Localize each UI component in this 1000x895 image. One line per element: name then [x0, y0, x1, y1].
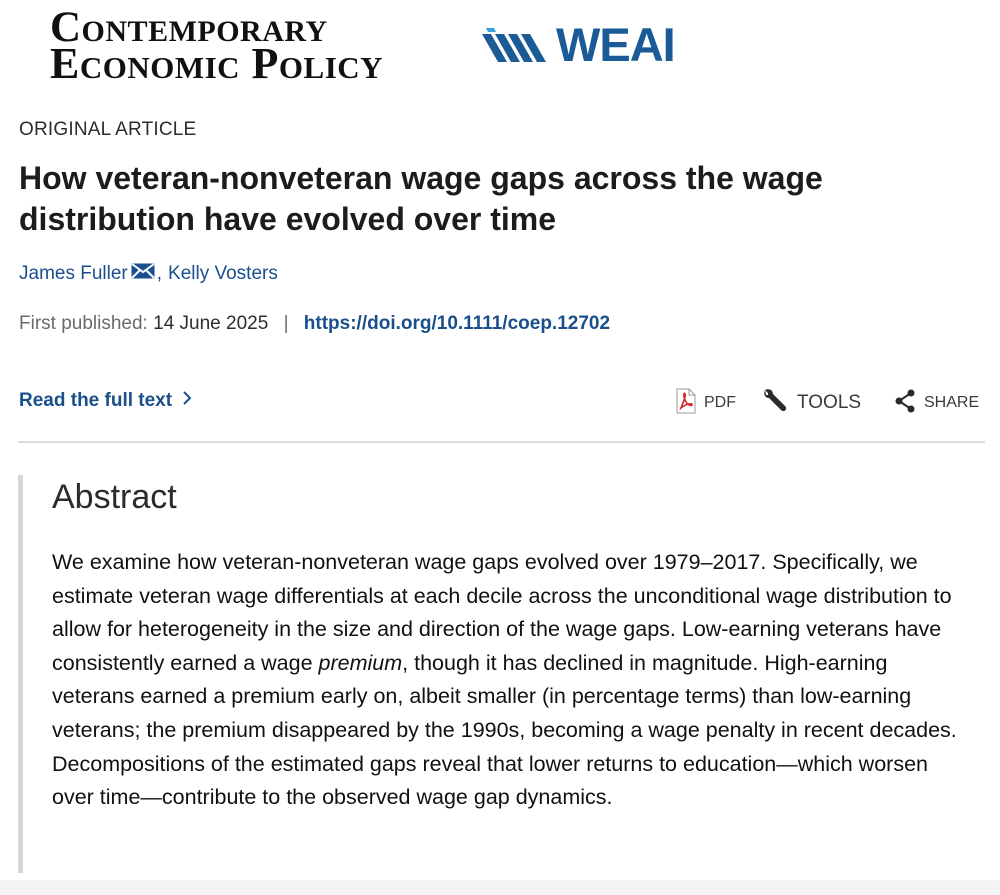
email-icon[interactable] — [131, 263, 155, 285]
abstract-emphasis: premium — [318, 650, 403, 675]
read-full-text-label: Read the full text — [19, 390, 173, 411]
published-date: 14 June 2025 — [153, 313, 269, 334]
article-type: ORIGINAL ARTICLE — [19, 119, 197, 140]
abstract-heading: Abstract — [52, 478, 177, 516]
tools-button[interactable] — [761, 386, 861, 420]
chevron-right-icon — [182, 390, 192, 412]
journal-name-line2: Economic Policy — [50, 39, 384, 88]
journal-logo[interactable] — [50, 4, 384, 88]
author-link[interactable]: James Fuller — [19, 263, 128, 284]
tools-label: TOOLS — [797, 392, 862, 413]
published-separator: | — [283, 313, 289, 334]
abstract-text-part1: We examine how veteran-nonveteran wage gaps evolved over 1979–2017. Specifically, we estimate veteran wage differentials at each decile across the unconditional wage distribution to allow for heterogeneity in the size and direction of the wage gaps. Low-earning veterans have consistently earned a wage — [52, 550, 952, 675]
article-title: How veteran-nonveteran wage gaps across the wage distribution have evolved over time — [19, 160, 823, 237]
weai-wordmark: WEAI — [556, 18, 675, 71]
author-list — [19, 263, 278, 285]
pdf-icon — [676, 388, 696, 419]
pdf-label: PDF — [704, 394, 736, 411]
weai-stripes-icon — [482, 28, 548, 62]
abstract-text-part2: , though it has declined in magnitude. High-earning veterans earned a premium early on, albeit smaller (in percentage terms) than low-earning veterans; the premium disappeared by the 1990s, becoming a wage penalty in recent decades. Decompositions of the estimated gaps reveal that lower returns to education—which worsen over time—contribute to the observed wage gap dynamics. — [52, 650, 957, 810]
doi-link[interactable]: https://doi.org/10.1111/coep.12702 — [303, 313, 611, 334]
author-separator: , — [156, 263, 163, 284]
share-button[interactable] — [894, 386, 979, 420]
journal-name-line1: Contemporary — [50, 4, 328, 51]
abstract-text — [52, 546, 964, 815]
page-bottom-strip — [0, 880, 1000, 895]
section-divider — [18, 441, 985, 443]
publication-info — [19, 313, 610, 335]
publisher-logo[interactable] — [482, 18, 675, 71]
read-full-text-link[interactable] — [19, 390, 192, 412]
abstract-accent-bar — [18, 475, 23, 873]
published-label: First published: — [19, 313, 148, 334]
author-link[interactable]: Kelly Vosters — [168, 263, 278, 284]
wrench-icon — [761, 386, 789, 420]
share-label: SHARE — [924, 394, 980, 411]
share-icon — [894, 389, 916, 418]
pdf-button[interactable] — [676, 386, 736, 420]
